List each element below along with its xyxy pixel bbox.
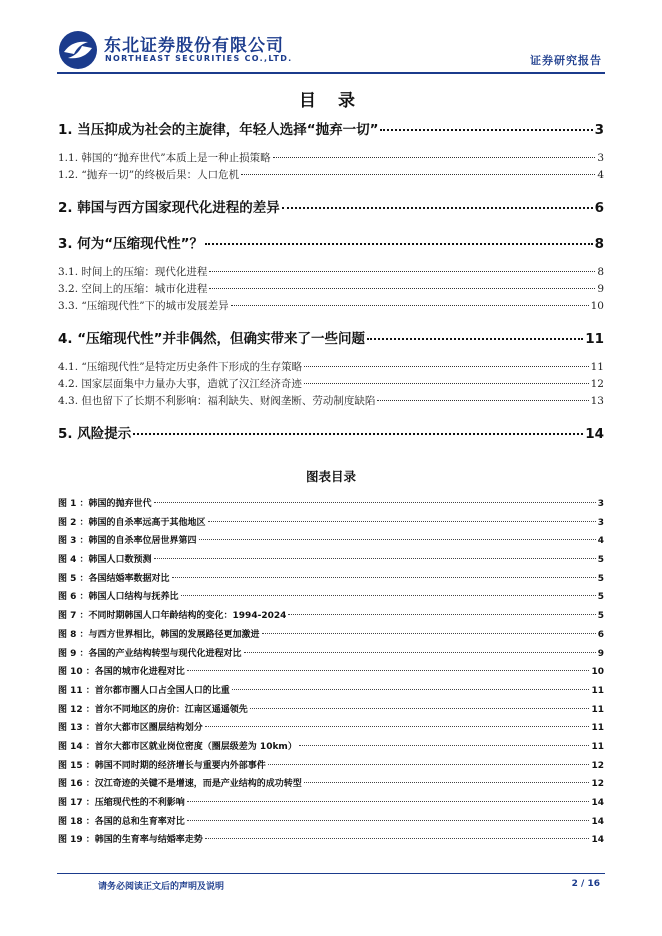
figure-label: 图 19 ：韩国的生育率与结婚率走势 <box>58 835 203 846</box>
figure-label: 图 2 ：韩国的自杀率远高于其他地区 <box>58 517 206 528</box>
toc-subsection-4-2[interactable]: 4.2. 国家层面集中力量办大事，造就了汉江经济奇迹 12 <box>58 378 604 390</box>
figure-label: 图 8 ：与西方世界相比，韩国的发展路径更加激进 <box>58 629 260 640</box>
toc-section-3[interactable]: 3. 何为“压缩现代性”？ 8 <box>58 236 604 252</box>
figure-page: 11 <box>591 685 604 696</box>
figure-page: 12 <box>591 779 604 790</box>
figure-page: 14 <box>591 835 604 846</box>
figure-list-item[interactable] <box>58 496 604 515</box>
toc-subsection-4-1[interactable]: 4.1. “压缩现代性”是特定历史条件下形成的生存策略 11 <box>58 361 604 373</box>
header-divider <box>57 72 605 74</box>
figure-list-item[interactable] <box>58 608 604 627</box>
figure-page: 5 <box>597 555 604 566</box>
figure-page: 11 <box>591 741 604 752</box>
figure-list-item[interactable] <box>58 646 604 665</box>
toc-subsection-3-1[interactable]: 3.1. 时间上的压缩：现代化进程 8 <box>58 266 604 278</box>
disclaimer-note: 请务必阅读正文后的声明及说明 <box>98 882 225 892</box>
figure-list <box>58 496 604 851</box>
figure-label: 图 12 ：首尔不同地区的房价：江南区遥遥领先 <box>58 704 248 715</box>
toc-section-4[interactable]: 4. “压缩现代性”并非偶然，但确实带来了一些问题 11 <box>58 331 604 347</box>
toc-section-1[interactable]: 1. 当压抑成为社会的主旋律，年轻人选择“抛弃一切” 3 <box>58 122 604 138</box>
figure-page: 3 <box>597 517 604 528</box>
figure-label: 图 10 ：各国的城市化进程对比 <box>58 667 185 678</box>
figure-page: 11 <box>591 704 604 715</box>
figure-list-item[interactable] <box>58 776 604 795</box>
company-logo-icon <box>58 30 98 70</box>
figure-page: 14 <box>591 798 604 808</box>
figure-list-item[interactable] <box>58 739 604 758</box>
figure-label: 图 6 ：韩国人口结构与抚养比 <box>58 592 179 603</box>
figure-list-item[interactable] <box>58 720 604 739</box>
figure-page: 6 <box>597 629 604 640</box>
figure-label: 图 14 ：首尔大都市区就业岗位密度（圈层级差为 10km） <box>58 741 297 752</box>
figure-page: 5 <box>597 573 604 584</box>
figure-list-item[interactable] <box>58 664 604 683</box>
figure-list-item[interactable] <box>58 627 604 646</box>
brand-name-en: NORTHEAST SECURITIES CO.,LTD. <box>105 54 293 63</box>
table-of-contents <box>58 118 604 446</box>
figure-list-title: 图表目录 <box>305 469 356 484</box>
figure-label: 图 17 ：压缩现代性的不利影响 <box>58 798 185 808</box>
toc-subsection-1-2[interactable]: 1.2. “抛弃一切”的终极后果：人口危机 4 <box>58 169 604 181</box>
figure-page: 3 <box>597 499 604 509</box>
figure-page: 10 <box>591 667 604 678</box>
figure-label: 图 15 ：韩国不同时期的经济增长与重要内外部事件 <box>58 760 266 771</box>
toc-subsection-4-3[interactable]: 4.3. 但也留下了长期不利影响：福利缺失、财阀垄断、劳动制度缺陷 13 <box>58 395 604 407</box>
figure-list-item[interactable] <box>58 814 604 833</box>
figure-label: 图 9 ：各国的产业结构转型与现代化进程对比 <box>58 648 242 659</box>
page-header <box>0 0 662 76</box>
figure-label: 图 13 ：首尔大都市区圈层结构划分 <box>58 723 203 734</box>
figure-list-item[interactable] <box>58 758 604 777</box>
toc-subsection-1-1[interactable]: 1.1. 韩国的“抛弃世代”本质上是一种止损策略 3 <box>58 152 604 164</box>
figure-list-item[interactable] <box>58 683 604 702</box>
toc-subsection-3-2[interactable]: 3.2. 空间上的压缩：城市化进程 9 <box>58 283 604 295</box>
figure-list-item[interactable] <box>58 702 604 721</box>
report-type: 证券研究报告 <box>530 54 602 67</box>
figure-page: 5 <box>597 592 604 603</box>
figure-list-item[interactable] <box>58 589 604 608</box>
figure-label: 图 1 ：韩国的抛弃世代 <box>58 499 152 509</box>
figure-page: 4 <box>597 536 604 547</box>
figure-page: 9 <box>597 648 604 659</box>
figure-label: 图 3 ：韩国的自杀率位居世界第四 <box>58 536 197 547</box>
page-number: 2 / 16 <box>571 879 600 889</box>
figure-page: 11 <box>591 723 604 734</box>
figure-label: 图 11 ：首尔都市圈人口占全国人口的比重 <box>58 685 230 696</box>
figure-list-item[interactable] <box>58 515 604 534</box>
footer-divider <box>57 873 605 874</box>
brand-name-cn: 东北证券股份有限公司 <box>104 36 284 56</box>
figure-page: 14 <box>591 816 604 827</box>
figure-label: 图 5 ：各国结婚率数据对比 <box>58 573 170 584</box>
figure-list-item[interactable] <box>58 832 604 851</box>
figure-list-item[interactable] <box>58 795 604 814</box>
figure-label: 图 18 ：各国的总和生育率对比 <box>58 816 185 827</box>
figure-label: 图 7 ：不同时期韩国人口年龄结构的变化：1994-2024 <box>58 611 287 622</box>
figure-label: 图 4 ：韩国人口数预测 <box>58 555 152 566</box>
figure-list-item[interactable] <box>58 571 604 590</box>
toc-subsection-3-3[interactable]: 3.3. “压缩现代性”下的城市发展差异 10 <box>58 300 604 312</box>
figure-page: 12 <box>591 760 604 771</box>
figure-page: 5 <box>597 611 604 622</box>
figure-list-item[interactable] <box>58 552 604 571</box>
toc-section-5[interactable]: 5. 风险提示 14 <box>58 426 604 442</box>
figure-label: 图 16 ：汉江奇迹的关键不是增速，而是产业结构的成功转型 <box>58 779 302 790</box>
toc-title: 目 录 <box>299 91 363 111</box>
toc-section-2[interactable]: 2. 韩国与西方国家现代化进程的差异 6 <box>58 200 604 216</box>
figure-list-item[interactable] <box>58 533 604 552</box>
